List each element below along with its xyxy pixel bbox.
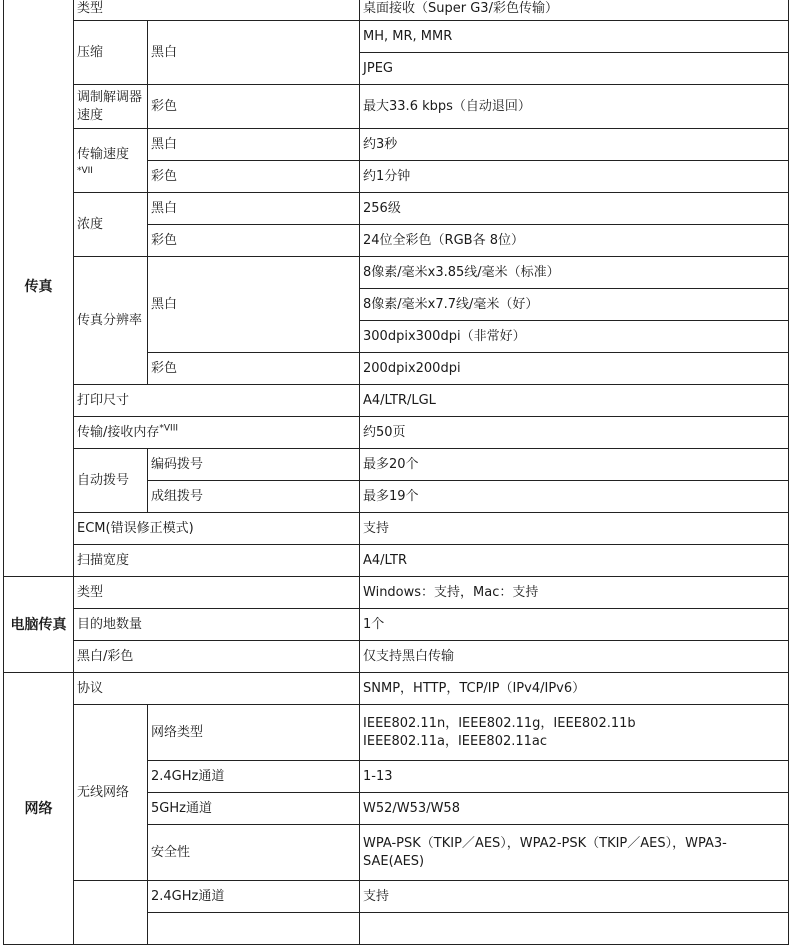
row-sublabel: 成组拨号 [148,481,360,513]
row-value: 24位全彩色（RGB各 8位） [360,225,789,257]
row-value: 约50页 [360,417,789,449]
row-sublabel: 彩色 [148,225,360,257]
table-row [4,257,789,289]
row-sublabel: 安全性 [148,825,360,881]
row-sublabel: 黑白 [148,129,360,161]
row-label: 浓度 [74,193,148,257]
row-value: 1-13 [360,761,789,793]
row-label: 无线网络 [74,705,148,881]
row-value: 300dpix300dpi（非常好） [360,321,789,353]
row-label [74,881,148,945]
row-value: 1个 [360,609,789,641]
row-value: 256级 [360,193,789,225]
table-row [4,513,789,545]
table-row [4,129,789,161]
row-value [360,825,789,881]
row-value: JPEG [360,53,789,85]
row-value [360,705,789,761]
row-value: A4/LTR/LGL [360,385,789,417]
row-value: 8像素/毫米x3.85线/毫米（标准） [360,257,789,289]
row-label: 类型 [74,577,360,609]
footnote-mark: *VIII [159,423,179,434]
row-sublabel: 网络类型 [148,705,360,761]
row-value: 最多20个 [360,449,789,481]
row-value [360,913,789,945]
row-value: 200dpix200dpi [360,353,789,385]
memory-label: 传输/接收内存 [77,424,160,440]
row-sublabel: 黑白 [148,257,360,353]
category-pc-fax: 电脑传真 [4,577,74,673]
row-label: 调制解调器速度 [74,85,148,129]
category-fax: 传真 [4,0,74,577]
row-label: 自动拨号 [74,449,148,513]
row-value: 仅支持黑白传输 [360,641,789,673]
row-value: W52/W53/W58 [360,793,789,825]
row-label: 黑白/彩色 [74,641,360,673]
transmit-speed-label: 传输速度 [77,146,130,162]
row-sublabel: 彩色 [148,161,360,193]
spec-table [3,0,789,945]
row-value: MH, MR, MMR [360,21,789,53]
table-row [4,417,789,449]
table-row [4,0,789,21]
table-row [4,545,789,577]
row-label [74,129,148,193]
row-value: 约1分钟 [360,161,789,193]
table-row [4,85,789,129]
row-value: 支持 [360,881,789,913]
table-row [4,193,789,225]
table-row [4,577,789,609]
footnote-mark: *VII [77,165,93,176]
row-sublabel: 黑白 [148,21,360,85]
value-line: IEEE802.11a，IEEE802.11ac [363,733,548,749]
table-row [4,673,789,705]
row-sublabel: 2.4GHz通道 [148,761,360,793]
row-sublabel: 5GHz通道 [148,793,360,825]
table-row [4,21,789,53]
row-value: Windows：支持，Mac：支持 [360,577,789,609]
row-sublabel: 黑白 [148,193,360,225]
row-value: 8像素/毫米x7.7线/毫米（好） [360,289,789,321]
value-line: IEEE802.11n，IEEE802.11g，IEEE802.11b [363,715,636,731]
row-sublabel: 编码拨号 [148,449,360,481]
row-value: 桌面接收（Super G3/彩色传输） [360,0,789,21]
row-label: 传真分辨率 [74,257,148,385]
table-row [4,385,789,417]
row-label: ECM(错误修正模式) [74,513,360,545]
row-sublabel: 彩色 [148,353,360,385]
table-row [4,705,789,761]
row-label: 打印尺寸 [74,385,360,417]
row-sublabel [148,913,360,945]
table-row [4,449,789,481]
category-network: 网络 [4,673,74,945]
row-value: SNMP，HTTP，TCP/IP（IPv4/IPv6） [360,673,789,705]
value-line: WPA-PSK（TKIP／AES），WPA2-PSK（TKIP／AES），WPA3- [363,835,727,851]
row-value: 支持 [360,513,789,545]
row-sublabel: 2.4GHz通道 [148,881,360,913]
row-label [74,417,360,449]
row-value: 最多19个 [360,481,789,513]
row-value: 最大33.6 kbps（自动退回） [360,85,789,129]
row-value: 约3秒 [360,129,789,161]
row-label: 目的地数量 [74,609,360,641]
table-row [4,609,789,641]
row-value: A4/LTR [360,545,789,577]
table-row [4,641,789,673]
row-label: 压缩 [74,21,148,85]
value-line: SAE(AES) [363,853,425,869]
row-label: 扫描宽度 [74,545,360,577]
row-label: 类型 [74,0,360,21]
row-sublabel: 彩色 [148,85,360,129]
row-label: 协议 [74,673,360,705]
